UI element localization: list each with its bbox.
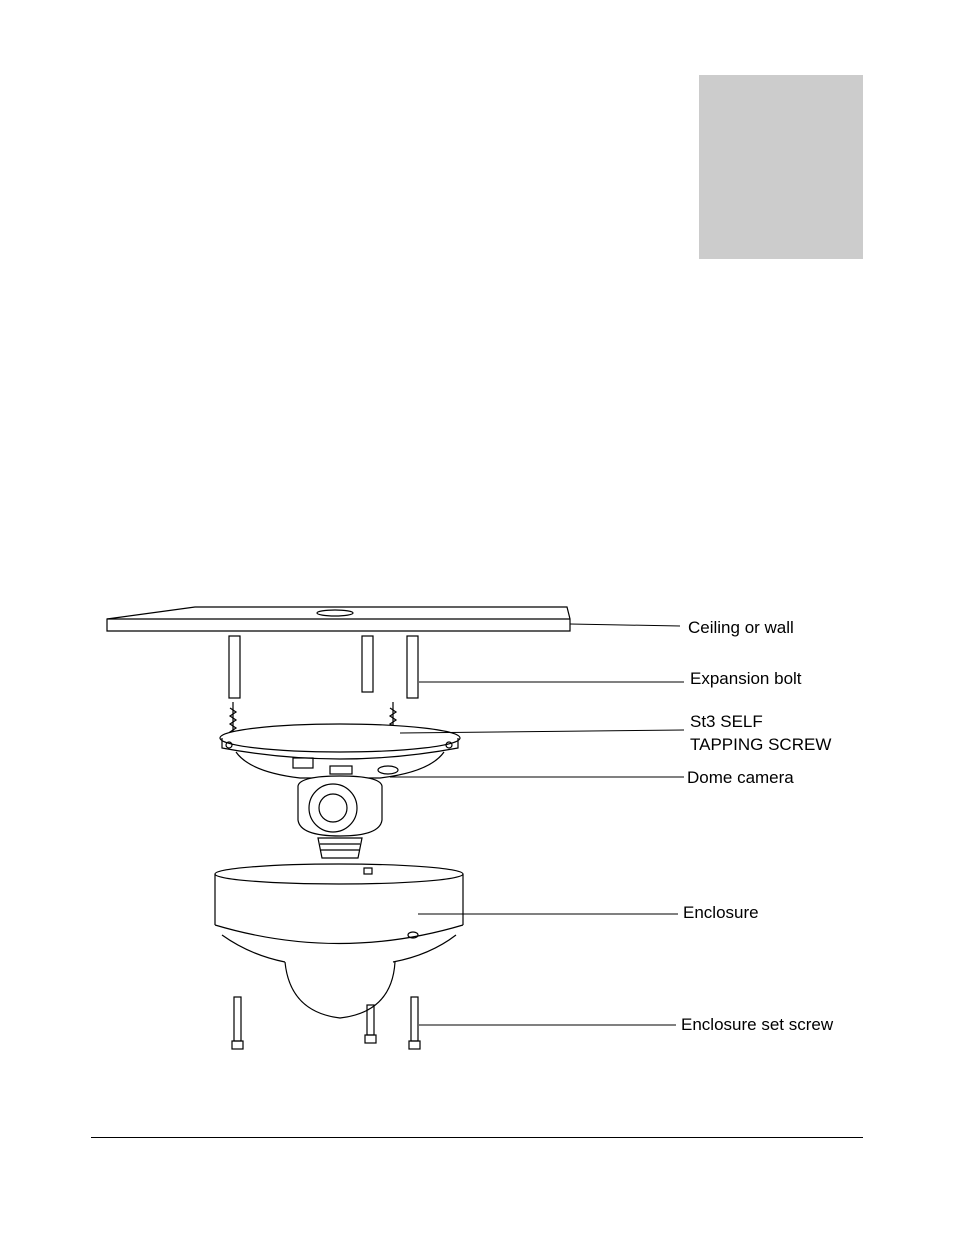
- label-enclosure-set-screw: Enclosure set screw: [681, 1015, 834, 1034]
- label-tapping-screw-line1: St3 SELF: [690, 712, 763, 731]
- footer-rule: [91, 1137, 863, 1138]
- label-dome-camera: Dome camera: [687, 768, 794, 787]
- expansion-bolts: [229, 636, 418, 698]
- ceiling-plate: [107, 607, 570, 631]
- label-enclosure: Enclosure: [683, 903, 759, 922]
- mounting-base: [220, 724, 460, 778]
- label-ceiling-or-wall: Ceiling or wall: [688, 618, 794, 637]
- dome-bubble: [285, 962, 395, 1018]
- label-expansion-bolt: Expansion bolt: [690, 669, 802, 688]
- enclosure-set-screws: [232, 997, 420, 1049]
- enclosure-shell: [215, 864, 463, 962]
- label-tapping-screw-line2: TAPPING SCREW: [690, 735, 832, 754]
- leader-lines: [390, 624, 684, 1025]
- camera-module: [298, 776, 382, 858]
